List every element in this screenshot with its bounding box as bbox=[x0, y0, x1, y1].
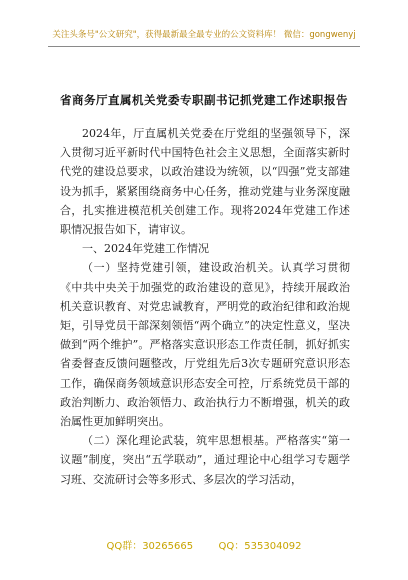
section-heading: 一、2024年党建工作情况 bbox=[82, 242, 209, 256]
document-title: 省商务厅直属机关党委专职副书记抓党建工作述职报告 bbox=[60, 93, 348, 107]
header-banner: 关注头条号"公文研究"，获得最新最全最专业的公文资料库！ 微信：gongwenyj bbox=[52, 30, 356, 40]
body-paragraph: （二）深化理论武装，筑牢思想根基。严格落实“第一议题”制度，突出“五学联动”，通过理论中心组学习专题学习班、交流研讨会等多形式、多层次的学习活动， bbox=[60, 434, 350, 486]
body-paragraph: 2024年，厅直属机关党委在厅党组的坚强领导下，深入贯彻习近平新时代中国特色社会主义思想，全面落实新时代党的建设总要求，以政治建设为统领，以“四强”党支部建设为抓手，紧紧围绕商务中心任务，推动党建与业务深度融合，扎实推进模范机关创建工作。现将2024年党建工作述职情况报告如下，请审议。 bbox=[60, 127, 350, 237]
footer-contact: QQ群：30265665 QQ：535304092 bbox=[106, 541, 302, 552]
document-body bbox=[60, 124, 350, 489]
header-divider bbox=[48, 46, 360, 47]
body-paragraph: （一）坚持党建引领，建设政治机关。认真学习贯彻《中共中央关于加强党的政治建设的意见》，持续开展政治机关意识教育、对党忠诚教育，严明党的政治纪律和政治规矩，引导党员干部深刻领悟“两个确立”的决定性意义，坚决做到“两个维护”。严格落实意识形态工作责任制，抓好抓实省委督查反馈问题整改，厅党组先后3次专题研究意识形态工作，确保商务领域意识形态安全可控，厅系统党员干部的政治判断力、政治领悟力、政治执行力不断增强，机关的政治属性更加鲜明突出。 bbox=[60, 261, 350, 429]
